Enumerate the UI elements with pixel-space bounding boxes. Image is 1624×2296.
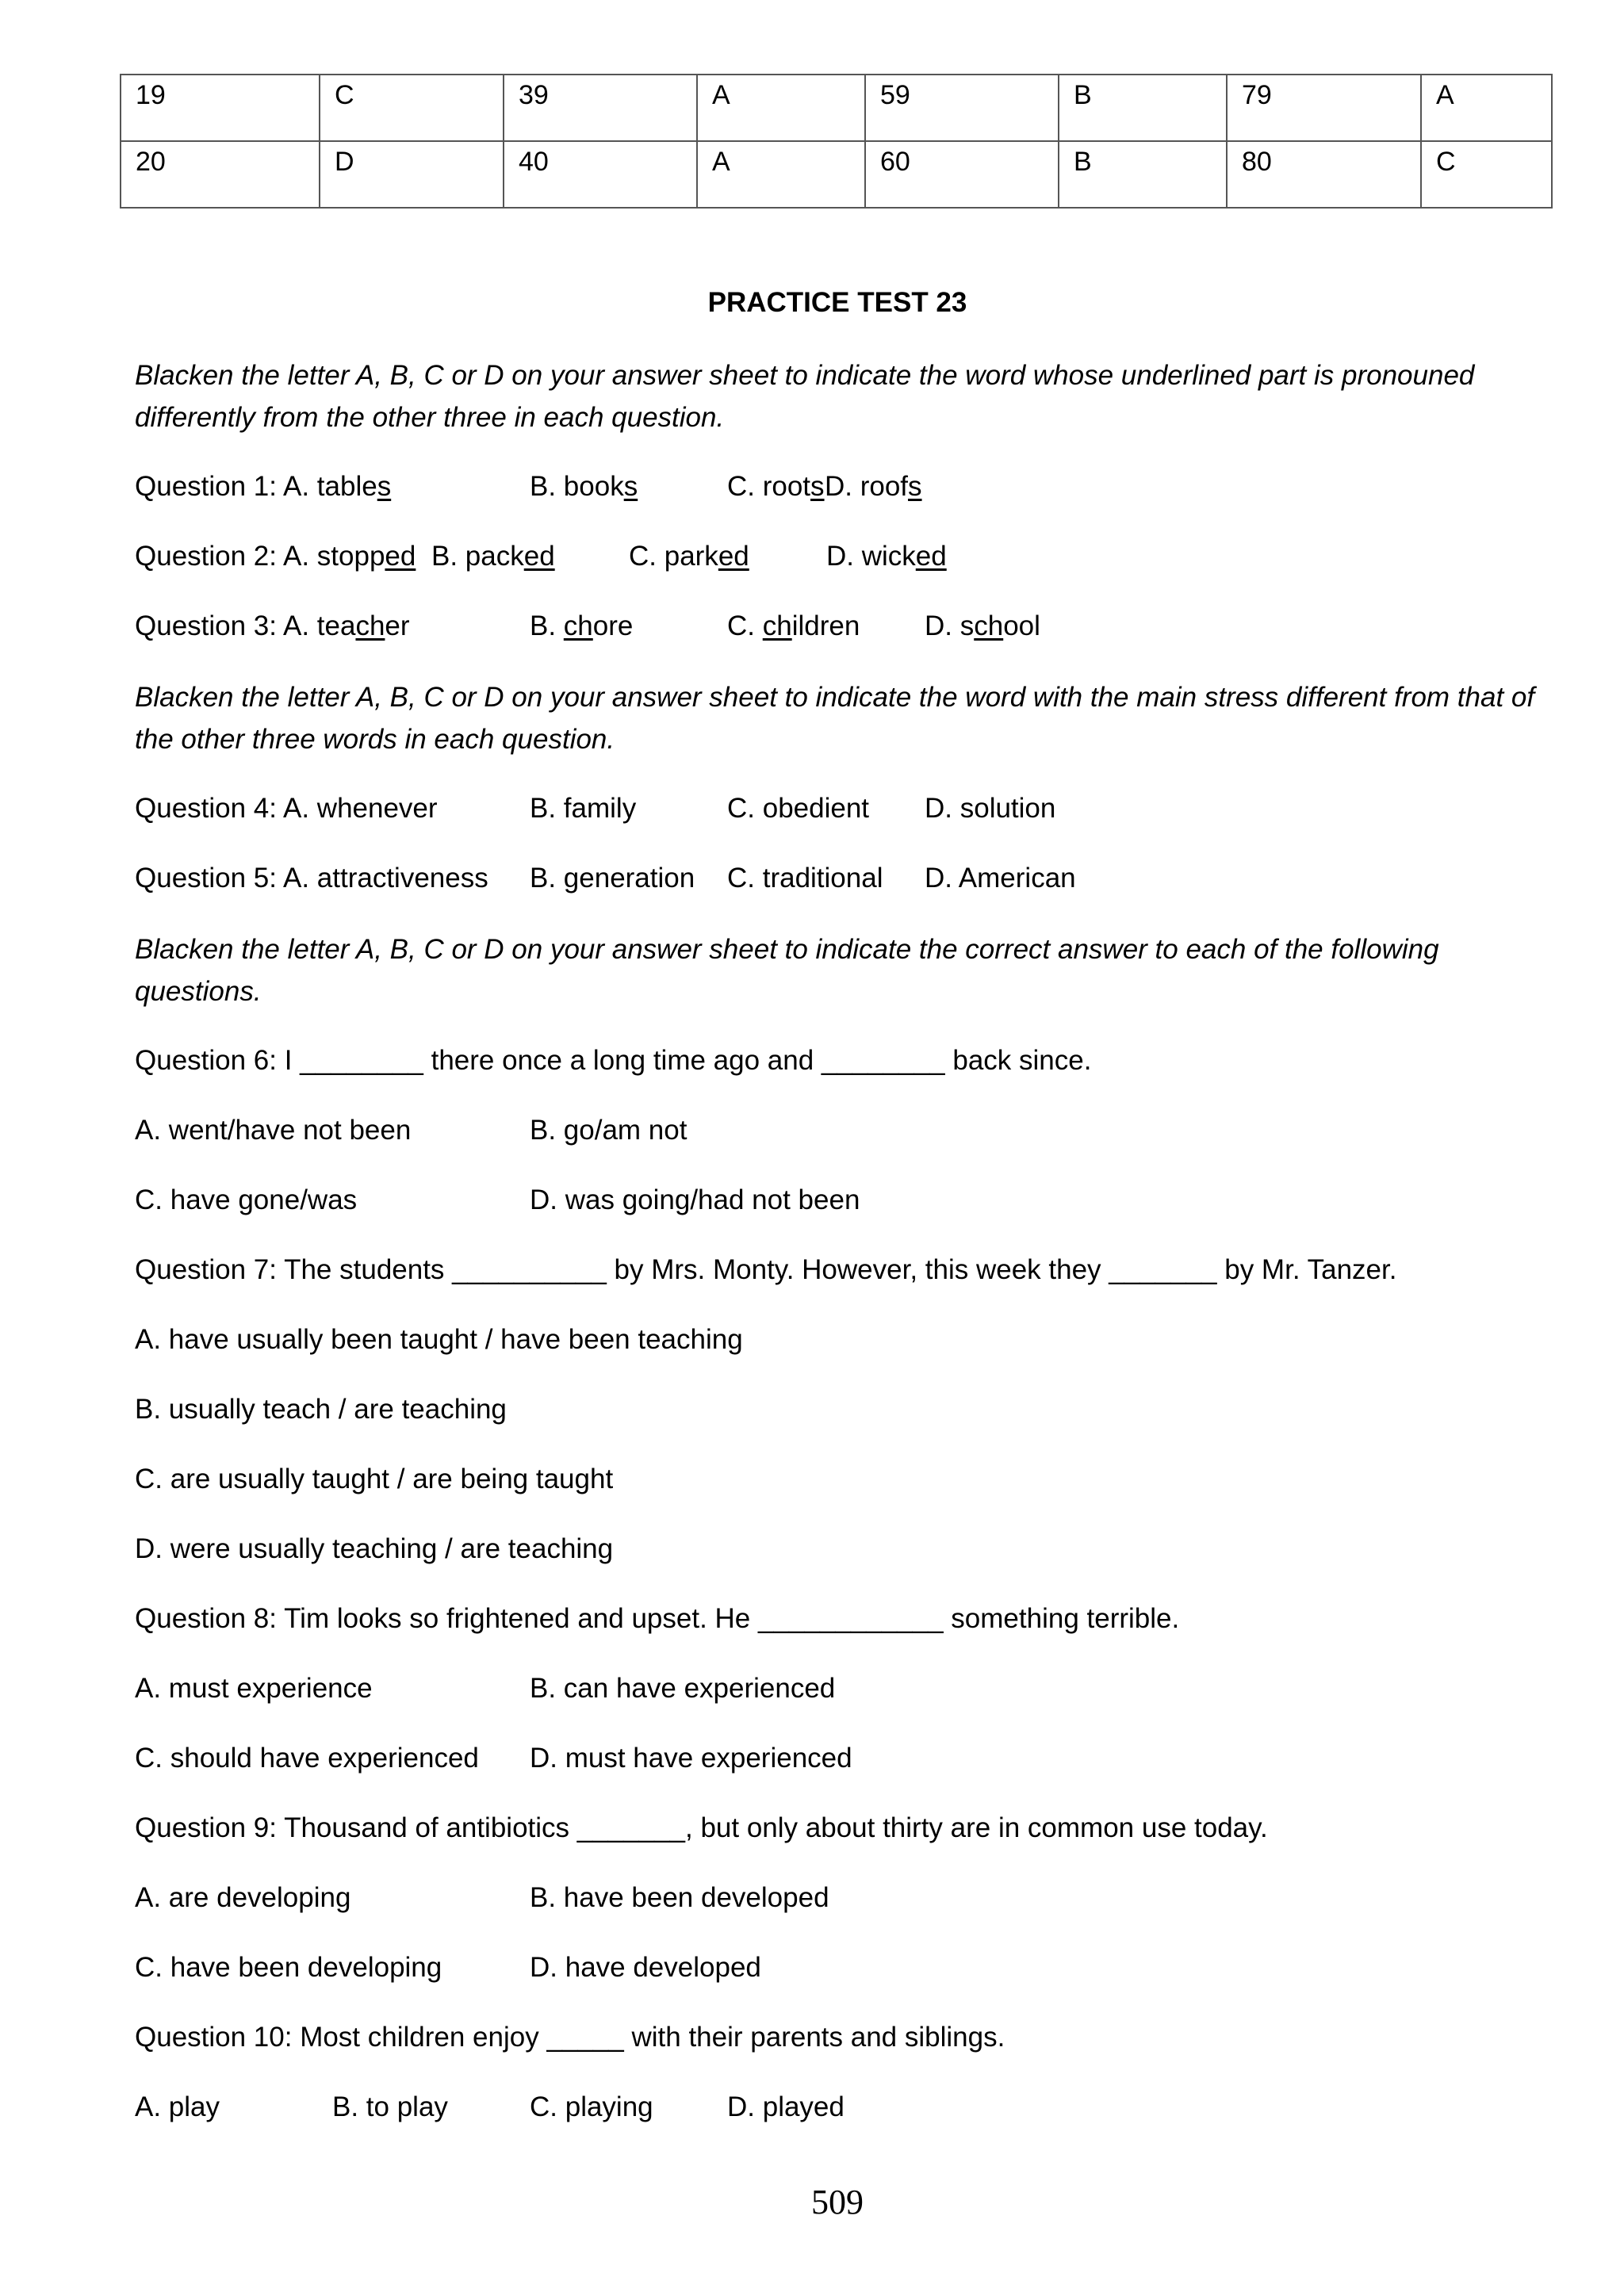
question-9-option-a: A. are developing: [135, 1882, 351, 1913]
question-2-option-d: D. wicked: [826, 541, 947, 572]
question-9-option-b: B. have been developed: [530, 1882, 829, 1913]
instruction-stress: Blacken the letter A, B, C or D on your answer sheet to indicate the word with the main stress different from that of the other three words in each question.: [135, 682, 1535, 755]
page-number: 509: [811, 2183, 864, 2221]
question-5-option-a: A. attractiveness: [283, 863, 488, 894]
question-2-label: Question 2:: [135, 541, 277, 572]
question-4-option-a: A. whenever: [283, 793, 438, 824]
question-10-option-a: A. play: [135, 2091, 220, 2122]
table-cell: 40: [504, 141, 697, 208]
question-2-option-b: B. packed: [431, 541, 555, 572]
question-4-option-b: B. family: [530, 793, 637, 824]
instruction-grammar: Blacken the letter A, B, C or D on your answer sheet to indicate the correct answer to each of the following questions.: [135, 934, 1439, 1007]
table-cell: A: [697, 141, 865, 208]
question-5-option-d: D. American: [925, 863, 1076, 894]
question-10-option-b: B. to play: [332, 2091, 448, 2122]
table-cell: 60: [865, 141, 1059, 208]
question-3-option-d: D. school: [925, 610, 1040, 641]
question-8-option-b: B. can have experienced: [530, 1673, 836, 1704]
question-6-option-a: A. went/have not been: [135, 1115, 412, 1146]
question-6-stem: Question 6: I ________ there once a long time ago and ________ back since.: [135, 1045, 1092, 1076]
question-3-option-b: B. chore: [530, 610, 634, 641]
question-2-option-c: C. parked: [629, 541, 749, 572]
question-8-option-d: D. must have experienced: [530, 1743, 852, 1774]
question-9-option-d: D. have developed: [530, 1952, 761, 1983]
question-8-option-c: C. should have experienced: [135, 1743, 479, 1774]
question-7-stem: Question 7: The students __________ by Mrs. Monty. However, this week they _______ by Mr. Tanzer.: [135, 1254, 1397, 1285]
table-cell: C: [320, 75, 504, 141]
table-cell: A: [697, 75, 865, 141]
answer-key-table: [120, 74, 1553, 209]
question-4-label: Question 4:: [135, 793, 277, 824]
question-8-stem: Question 8: Tim looks so frightened and upset. He ____________ something terrible.: [135, 1603, 1180, 1634]
table-cell: 39: [504, 75, 697, 141]
table-row: [121, 141, 1552, 208]
question-7-option-b: B. usually teach / are teaching: [135, 1394, 507, 1425]
table-cell: 19: [121, 75, 320, 141]
question-5-label: Question 5:: [135, 863, 277, 894]
question-6-option-b: B. go/am not: [530, 1115, 688, 1146]
instruction-pronunciation: Blacken the letter A, B, C or D on your answer sheet to indicate the word whose underlined part is pronouned differently from the other three in each question.: [135, 360, 1475, 433]
question-4-option-c: C. obedient: [727, 793, 870, 824]
question-7-option-a: A. have usually been taught / have been teaching: [135, 1324, 743, 1355]
question-6-option-c: C. have gone/was: [135, 1184, 358, 1215]
question-3-option-a: A. teacher: [283, 610, 410, 641]
question-1-option-c: C. roots: [727, 471, 825, 502]
question-1-option-b: B. books: [530, 471, 638, 502]
question-10-option-c: C. playing: [530, 2091, 653, 2122]
table-cell: B: [1059, 75, 1227, 141]
question-4-option-d: D. solution: [925, 793, 1056, 824]
question-5-option-b: B. generation: [530, 863, 695, 894]
question-10-stem: Question 10: Most children enjoy _____ with their parents and siblings.: [135, 2022, 1005, 2053]
page-title: PRACTICE TEST 23: [707, 287, 967, 318]
question-1-label: Question 1:: [135, 471, 277, 502]
question-7-option-c: C. are usually taught / are being taught: [135, 1464, 614, 1494]
question-1-option-d: D. roofs: [825, 471, 922, 502]
question-2-option-a: A. stopped: [283, 541, 416, 572]
table-cell: 20: [121, 141, 320, 208]
question-9-stem: Question 9: Thousand of antibiotics _______, but only about thirty are in common use today.: [135, 1812, 1268, 1843]
question-3-option-c: C. children: [727, 610, 860, 641]
table-cell: 79: [1227, 75, 1421, 141]
question-6-option-d: D. was going/had not been: [530, 1184, 860, 1215]
question-10-option-d: D. played: [727, 2091, 845, 2122]
table-cell: C: [1421, 141, 1552, 208]
question-8-option-a: A. must experience: [135, 1673, 373, 1704]
question-1-option-a: A. tables: [283, 471, 392, 502]
table-row: [121, 75, 1552, 141]
table-cell: D: [320, 141, 504, 208]
question-9-option-c: C. have been developing: [135, 1952, 442, 1983]
table-cell: B: [1059, 141, 1227, 208]
table-cell: 59: [865, 75, 1059, 141]
table-cell: A: [1421, 75, 1552, 141]
table-cell: 80: [1227, 141, 1421, 208]
question-3-label: Question 3:: [135, 610, 277, 641]
question-7-option-d: D. were usually teaching / are teaching: [135, 1533, 614, 1564]
question-5-option-c: C. traditional: [727, 863, 883, 894]
